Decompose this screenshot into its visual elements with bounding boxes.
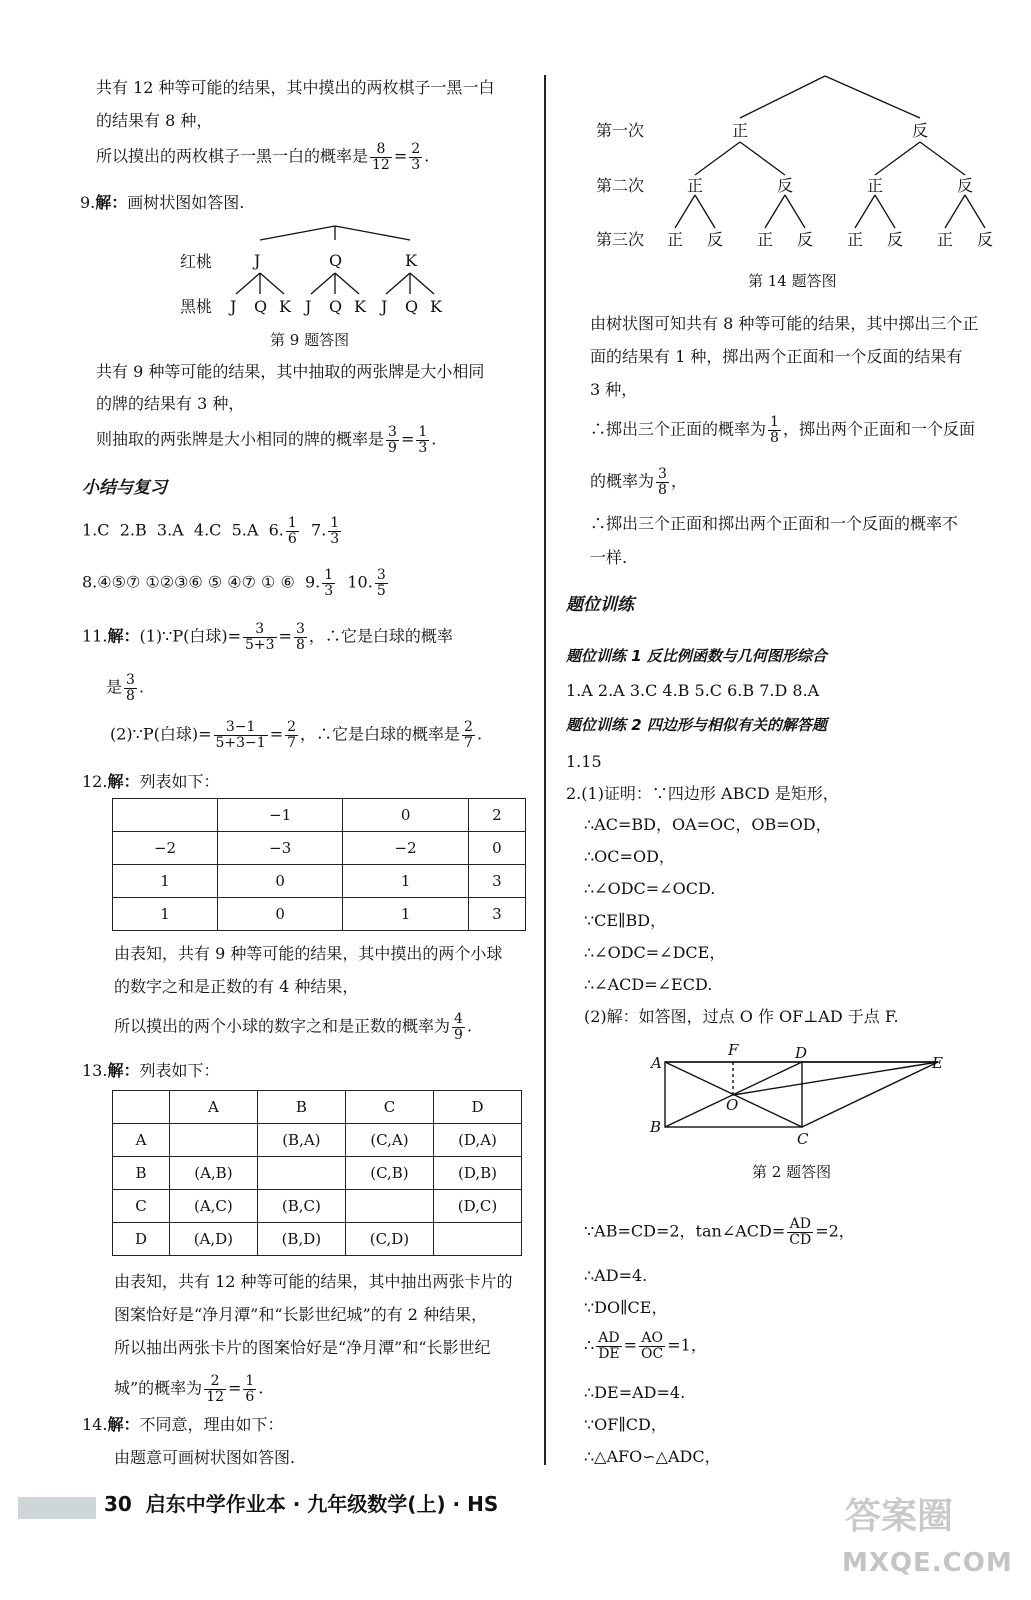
figure-caption: 第 2 题答图	[752, 1163, 832, 1181]
para: 1.15	[566, 752, 602, 771]
tree9-leaf: Q	[405, 297, 419, 316]
para: ∵DO∥CE，	[584, 1298, 668, 1317]
figure-caption: 第 14 题答图	[748, 272, 837, 290]
para: 是 $\frac{3}{8}$ .	[106, 672, 145, 704]
tree14-leaf: 反	[977, 230, 994, 249]
tree9-leaf: K	[354, 297, 366, 316]
tree14-leaf: 正	[667, 230, 684, 249]
tree14-node: 反	[957, 176, 974, 195]
book-title: 启东中学作业本 · 九年级数学(上) · HS	[145, 1492, 499, 1516]
table-row: −1 0 2	[113, 799, 526, 832]
para: 所以摸出的两个小球的数字之和是正数的概率为 $\frac{4}{9}$ .	[114, 1011, 473, 1043]
answers-row-1: 1.C 2.B 3.A 4.C 5.A 6. $\frac{1}{6}$ 7. $\frac{1}{3}$	[82, 515, 340, 547]
tree9-row2-label: 黑桃	[180, 297, 213, 316]
tree14-level-label: 第二次	[596, 176, 645, 195]
para: 城”的概率为 $\frac{2}{12}$ = $\frac{1}{6}$ .	[114, 1373, 264, 1405]
para: 由表知，共有 9 种等可能的结果，其中摸出的两个小球	[114, 944, 503, 963]
tree9-leaf: Q	[329, 297, 343, 316]
tree14-leaf: 正	[937, 230, 954, 249]
tree9-node: J	[254, 251, 261, 270]
para: 2.(1)证明：∵四边形 ABCD 是矩形，	[566, 784, 839, 803]
para: ∴∠ACD=∠ECD.	[584, 975, 713, 994]
para: ∴AD=4.	[584, 1266, 648, 1285]
question-11-part-1: 11.解：(1)∵P(白球)= $\frac{3}{5+3}$ = $\frac{3}{8}$ ，∴它是白球的概率	[82, 621, 453, 653]
para: 所以摸出的两枚棋子一黑一白的概率是 $\frac{8}{12}$ = $\frac{2}{3}$ .	[96, 141, 430, 173]
para: 则抽取的两张牌是大小相同的牌的概率是 $\frac{3}{9}$ = $\frac{1}{3}$ .	[96, 424, 437, 456]
tree14-node: 正	[687, 176, 704, 195]
tree14-leaf: 反	[887, 230, 904, 249]
page-number: 30	[104, 1492, 132, 1516]
para: ∴掷出三个正面的概率为 $\frac{1}{8}$ ，掷出两个正面和一个反面	[590, 414, 975, 446]
para: 的结果有 8 种，	[96, 111, 213, 130]
tree14-node: 正	[867, 176, 884, 195]
para: 的概率为 $\frac{3}{8}$ ，	[590, 466, 687, 498]
para: 一样.	[590, 548, 628, 567]
figure-caption: 第 9 题答图	[270, 331, 350, 349]
question-14: 14.解：不同意，理由如下：	[82, 1415, 284, 1434]
para: 面的结果有 1 种，掷出两个正面和一个反面的结果有	[590, 347, 963, 366]
table-row: C (A,C) (B,C) (D,C)	[113, 1190, 522, 1223]
para: 由表知，共有 12 种等可能的结果，其中抽出两张卡片的	[114, 1272, 513, 1291]
tree14-node: 反	[912, 121, 929, 140]
table-row: 1 0 1 3	[113, 898, 526, 931]
answers-row-2: 8.④⑤⑦ ①②③⑥ ⑤ ④⑦ ① ⑥ 9. $\frac{1}{3}$ 10. $\frac{3}{5}$	[82, 567, 386, 599]
table-row: A (B,A) (C,A) (D,A)	[113, 1124, 522, 1157]
tree9-leaf: J	[305, 297, 312, 316]
tree14-leaf: 反	[707, 230, 724, 249]
para: ∵AB=CD=2，tan∠ACD= $\frac{AD}{CD}$ =2，	[584, 1216, 855, 1248]
tree9-leaf: J	[381, 297, 388, 316]
table-row: D (A,D) (B,D) (C,D)	[113, 1223, 522, 1256]
question-11-part-2: (2)∵P(白球)= $\frac{3-1}{5+3-1}$ = $\frac{2}{7}$ ，∴它是白球的概率是 $\frac{2}{7}$ .	[110, 719, 483, 751]
tree-diagram-9	[160, 218, 460, 338]
tree14-leaf: 反	[797, 230, 814, 249]
para: 3 种，	[590, 380, 638, 399]
table-row: 1 0 1 3	[113, 865, 526, 898]
para: ∴OC=OD，	[584, 847, 675, 866]
para: ∵CE∥BD，	[584, 911, 667, 930]
para: 的数字之和是正数的有 4 种结果，	[114, 977, 359, 996]
training-2-heading: 题位训练 2 四边形与相似有关的解答题	[566, 716, 827, 734]
column-divider	[544, 75, 546, 1465]
point-label: O	[726, 1096, 739, 1114]
watermark-url: MXQE.COM	[842, 1548, 1013, 1578]
point-label: B	[650, 1118, 662, 1136]
tree9-row1-label: 红桃	[180, 252, 213, 271]
table-row: −2 −3 −2 0	[113, 832, 526, 865]
tree14-node: 反	[777, 176, 794, 195]
watermark-logo: 答案圈	[845, 1496, 954, 1537]
tree9-leaf: J	[230, 297, 237, 316]
point-label: E	[932, 1054, 943, 1072]
question-9: 9.解：画树状图如答图.	[80, 193, 245, 212]
para: 的牌的结果有 3 种，	[96, 394, 245, 413]
point-label: D	[795, 1044, 808, 1062]
footer	[104, 1492, 498, 1516]
para: 共有 9 种等可能的结果，其中抽取的两张牌是大小相同	[96, 362, 485, 381]
training-1-heading: 题位训练 1 反比例函数与几何图形综合	[566, 647, 827, 665]
tree9-leaf: K	[430, 297, 442, 316]
question-13: 13.解：列表如下：	[82, 1061, 220, 1080]
para: ∵OF∥CD，	[584, 1415, 667, 1434]
question-12: 12.解：列表如下：	[82, 772, 220, 791]
tree14-leaf: 正	[847, 230, 864, 249]
para: 由题意可画树状图如答图.	[114, 1448, 296, 1467]
para: 由树状图可知共有 8 种等可能的结果，其中掷出三个正	[590, 314, 979, 333]
para: 共有 12 种等可能的结果，其中摸出的两枚棋子一黑一白	[96, 78, 495, 97]
point-label: C	[797, 1130, 809, 1148]
para: ∴DE=AD=4.	[584, 1383, 686, 1402]
para: 所以抽出两张卡片的图案恰好是“净月潭”和“长影世纪	[114, 1338, 491, 1357]
para: ∴掷出三个正面和掷出两个正面和一个反面的概率不	[590, 514, 959, 533]
tree9-node: Q	[329, 251, 343, 270]
section-heading-training: 题位训练	[566, 595, 634, 615]
para: (2)解：如答图，过点 O 作 OF⊥AD 于点 F.	[584, 1007, 899, 1026]
tree9-leaf: Q	[254, 297, 268, 316]
para: ∴AC=BD，OA=OC，OB=OD，	[584, 815, 832, 834]
tree14-level-label: 第三次	[596, 230, 645, 249]
tree14-leaf: 正	[757, 230, 774, 249]
para: ∴∠ODC=∠DCE，	[584, 943, 726, 962]
para: 图案恰好是“净月潭”和“长影世纪城”的有 2 种结果，	[114, 1305, 488, 1324]
section-heading-review: 小结与复习	[82, 478, 167, 498]
tree14-level-label: 第一次	[596, 121, 645, 140]
para: ∴ $\frac{AD}{DE}$ = $\frac{AO}{OC}$ =1，	[584, 1330, 707, 1362]
training-1-answers: 1.A 2.A 3.C 4.B 5.C 6.B 7.D 8.A	[566, 681, 820, 700]
tree14-node: 正	[732, 121, 749, 140]
para: ∴△AFO∽△ADC，	[584, 1447, 721, 1466]
table-13	[112, 1090, 522, 1256]
point-label: A	[651, 1054, 662, 1072]
table-12	[112, 798, 526, 931]
tree9-node: K	[405, 251, 417, 270]
footer-decoration	[18, 1497, 96, 1519]
point-label: F	[728, 1041, 739, 1059]
tree9-leaf: K	[279, 297, 291, 316]
table-row: B (A,B) (C,B) (D,B)	[113, 1157, 522, 1190]
table-row: A B C D	[113, 1091, 522, 1124]
para: ∴∠ODC=∠OCD.	[584, 879, 716, 898]
